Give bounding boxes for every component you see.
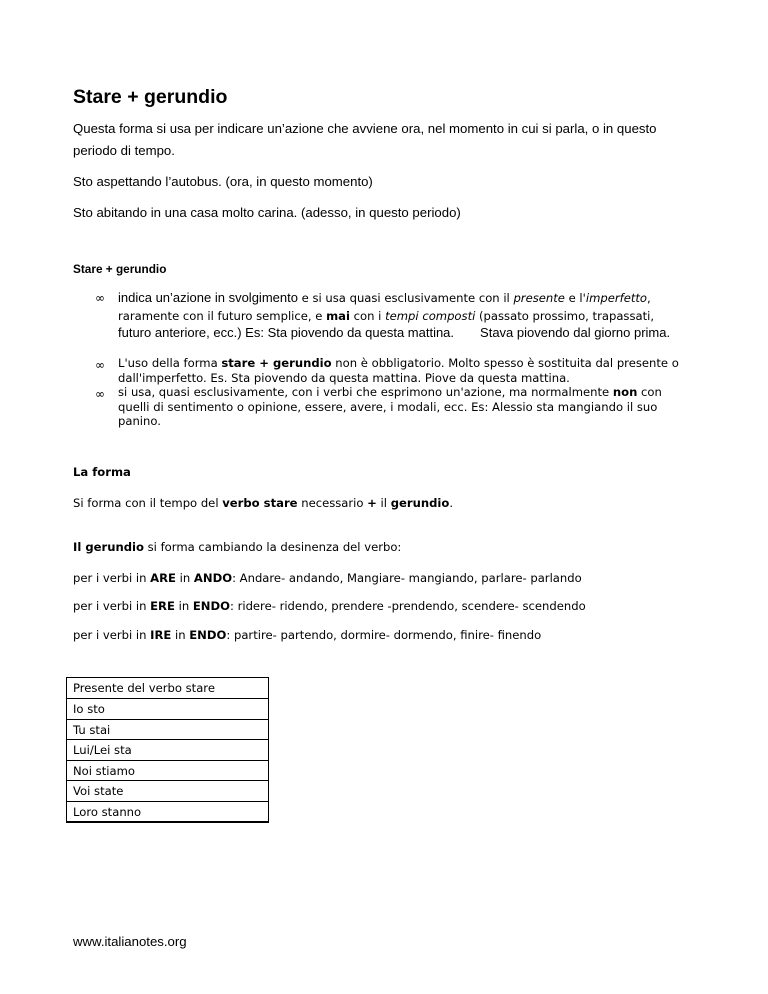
bullet-3-line-3: panino. [118,414,161,428]
bullet-infinity-icon: ∞ [95,358,105,372]
forma-sentence: Si forma con il tempo del verbo stare necessario + il gerundio. [73,496,454,510]
bullet-1-line-2: raramente con il futuro semplice, e mai con i tempi composti (passato prossimo, trapassati, [118,309,655,323]
bullet-2-line-1: L'uso della forma stare + gerundio non è obbligatorio. Molto spesso è sostituita dal presente o [118,356,679,370]
table-row: Loro stanno [67,802,268,823]
table-row: Io sto [67,699,268,720]
table-row: Lui/Lei sta [67,740,268,761]
gerundio-ere: per i verbi in ERE in ENDO: ridere- ridendo, prendere -prendendo, scendere- scendendo [73,599,586,613]
example-sentence-2: Sto abitando in una casa molto carina. (adesso, in questo periodo) [73,205,461,220]
bullet-2 [118,356,679,385]
table-header: Presente del verbo stare [67,678,268,699]
footer-url: www.italianotes.org [73,934,187,949]
page-title: Stare + gerundio [73,86,228,108]
conjugation-table [66,677,269,823]
bullet-3 [118,385,662,429]
bullet-infinity-icon: ∞ [95,387,105,401]
table-row: Voi state [67,781,268,802]
bullet-3-line-2: quelli di sentimento o opinione, essere, avere, i modali, ecc. Es: Alessio sta mangiando il suo [118,399,658,414]
section-subheading: Stare + gerundio [73,262,167,276]
intro-line-1: Questa forma si usa per indicare un’azione che avviene ora, nel momento in cui si parla, o in questo [73,121,657,136]
gerundio-intro: Il gerundio si forma cambiando la desinenza del verbo: [73,540,402,554]
table-row: Tu stai [67,720,268,741]
bullet-1-line-1: indica un’azione in svolgimento e si usa quasi esclusivamente con il presente e l'imperfetto, [118,290,651,305]
gerundio-are: per i verbi in ARE in ANDO: Andare- andando, Mangiare- mangiando, parlare- parlando [73,571,582,585]
gerundio-ire: per i verbi in IRE in ENDO: partire- partendo, dormire- dormendo, finire- finendo [73,628,542,642]
bullet-3-line-1: si usa, quasi esclusivamente, con i verbi che esprimono un'azione, ma normalmente non con [118,385,662,399]
intro-paragraph [73,118,657,162]
table-row: Noi stiamo [67,761,268,782]
forma-heading: La forma [73,465,131,479]
example-sentence-1: Sto aspettando l’autobus. (ora, in questo momento) [73,174,373,189]
intro-line-2: periodo di tempo. [73,143,175,158]
bullet-1 [118,288,651,308]
bullet-2-line-2: dall'imperfetto. Es. Sta piovendo da questa mattina. Piove da questa mattina. [118,370,570,385]
bullet-1-line-3: futuro anteriore, ecc.) Es: Sta piovendo da questa mattina. Stava piovendo dal giorno prima. [118,325,671,340]
bullet-infinity-icon: ∞ [95,291,105,305]
